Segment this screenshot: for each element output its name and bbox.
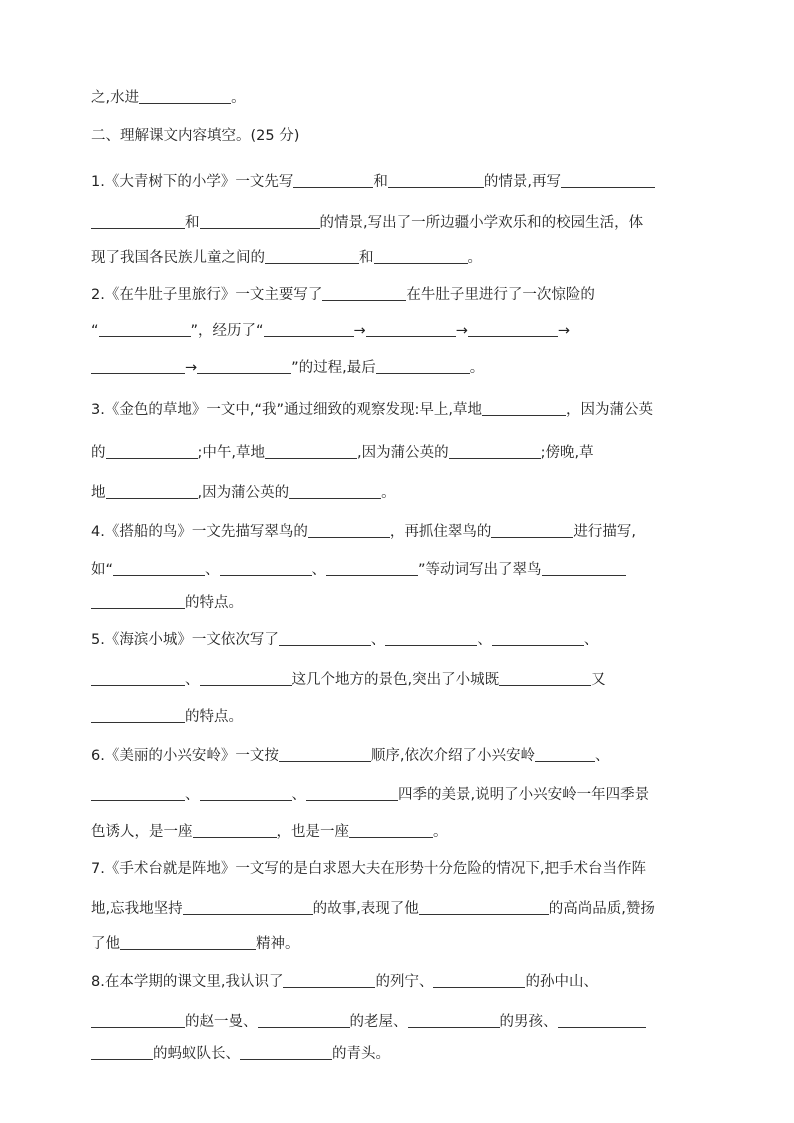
answer-blank[interactable] xyxy=(91,786,185,801)
answer-blank[interactable] xyxy=(492,631,584,646)
text: → xyxy=(557,323,571,339)
answer-blank[interactable] xyxy=(240,1045,332,1060)
answer-blank[interactable] xyxy=(561,173,655,188)
answer-blank[interactable] xyxy=(183,900,313,915)
answer-blank[interactable] xyxy=(408,1013,500,1028)
answer-blank[interactable] xyxy=(197,359,291,374)
answer-blank[interactable] xyxy=(258,1013,350,1028)
text: 、 xyxy=(477,632,492,648)
text: 的故事,表现了他 xyxy=(312,901,419,917)
answer-blank[interactable] xyxy=(388,173,484,188)
answer-blank[interactable] xyxy=(120,935,256,950)
answer-blank[interactable] xyxy=(265,249,359,264)
answer-blank[interactable] xyxy=(293,173,373,188)
q7-line-b xyxy=(91,899,702,919)
answer-blank[interactable] xyxy=(542,561,626,576)
line-1 xyxy=(91,88,702,108)
answer-blank[interactable] xyxy=(306,786,398,801)
q2-line-c xyxy=(91,358,702,378)
answer-blank[interactable] xyxy=(91,1045,153,1060)
q1-line-a xyxy=(91,172,702,192)
text: 的老屋、 xyxy=(349,1014,408,1030)
text: ;傍晚,草 xyxy=(540,445,594,461)
text: 四季的美景,说明了小兴安岭一年四季景 xyxy=(398,787,650,803)
q1-line-c xyxy=(91,248,702,268)
text: 地,忘我地坚持 xyxy=(91,901,183,917)
text: 之,水进 xyxy=(91,90,140,106)
answer-blank[interactable] xyxy=(91,359,185,374)
text: 。 xyxy=(231,90,246,106)
answer-blank[interactable] xyxy=(322,286,406,301)
answer-blank[interactable] xyxy=(433,973,525,988)
answer-blank[interactable] xyxy=(449,444,541,459)
answer-blank[interactable] xyxy=(283,973,375,988)
answer-blank[interactable] xyxy=(535,747,595,762)
text: ,因为蒲公英的 xyxy=(357,445,449,461)
q8-line-a xyxy=(91,972,702,992)
text: 、 xyxy=(185,787,200,803)
text: 。 xyxy=(381,485,396,501)
answer-blank[interactable] xyxy=(264,322,354,337)
text: 精神。 xyxy=(256,936,300,952)
text: 现了我国各民族儿童之间的 xyxy=(91,250,265,266)
text: 。 xyxy=(433,824,448,840)
q7-line-a xyxy=(91,859,702,879)
answer-blank[interactable] xyxy=(200,671,292,686)
q4-line-b xyxy=(91,560,702,580)
text: → xyxy=(455,323,468,339)
answer-blank[interactable] xyxy=(91,671,185,686)
answer-blank[interactable] xyxy=(99,322,191,337)
text: 的孙中山、 xyxy=(525,974,598,990)
answer-blank[interactable] xyxy=(106,484,198,499)
q3-line-b xyxy=(91,443,702,463)
text: 的情景,写出了一所边疆小学欢乐和的校园生活，体 xyxy=(319,215,644,231)
text: 2.《在牛肚子里旅行》一文主要写了 xyxy=(91,287,323,303)
answer-blank[interactable] xyxy=(482,401,566,416)
answer-blank[interactable] xyxy=(91,594,185,609)
text: ,因为蒲公英的 xyxy=(197,485,290,501)
answer-blank[interactable] xyxy=(91,708,185,723)
text: 7.《手术台就是阵地》一文写的是白求恩大夫在形势十分危险的情况下,把手术台当作阵 xyxy=(91,861,646,877)
answer-blank[interactable] xyxy=(220,561,312,576)
answer-blank[interactable] xyxy=(279,747,371,762)
answer-blank[interactable] xyxy=(308,523,390,538)
answer-blank[interactable] xyxy=(193,823,277,838)
text: 的特点。 xyxy=(185,595,243,611)
answer-blank[interactable] xyxy=(200,786,292,801)
q5-line-a xyxy=(91,630,702,650)
text: 和 xyxy=(359,250,374,266)
text: 这几个地方的景色,突出了小城既 xyxy=(291,672,500,688)
text: ”等动词写出了翠鸟 xyxy=(418,562,542,578)
text: 1.《大青树下的小学》一文先写 xyxy=(91,174,294,190)
text: ，再抓住翠鸟的 xyxy=(389,524,492,540)
text: 的赵一曼、 xyxy=(185,1014,258,1030)
answer-blank[interactable] xyxy=(279,631,371,646)
q7-line-c xyxy=(91,934,702,954)
answer-blank[interactable] xyxy=(419,900,549,915)
text: 顺序,依次介绍了小兴安岭 xyxy=(370,748,535,764)
section-title: 二、理解课文内容填空。(25 分) xyxy=(91,128,300,144)
answer-blank[interactable] xyxy=(106,444,198,459)
q4-line-a xyxy=(91,522,702,542)
text: 又 xyxy=(591,672,606,688)
answer-blank[interactable] xyxy=(374,249,468,264)
q2-line-a xyxy=(91,285,702,305)
answer-blank[interactable] xyxy=(366,322,456,337)
answer-blank[interactable] xyxy=(385,631,477,646)
text: 的高尚品质,赞扬 xyxy=(548,901,655,917)
answer-blank[interactable] xyxy=(265,444,357,459)
text: “ xyxy=(91,323,99,339)
text: 进行描写, xyxy=(573,524,636,540)
text: 了他 xyxy=(91,936,120,952)
text: 和 xyxy=(185,215,200,231)
text: 3.《金色的草地》一文中,“我”通过细致的观察发现:早上,草地 xyxy=(91,402,482,418)
text: 的蚂蚁队长、 xyxy=(153,1046,240,1062)
text: ，因为蒲公英 xyxy=(565,402,653,418)
text: 的特点。 xyxy=(185,709,243,725)
text: 的青头。 xyxy=(332,1046,390,1062)
q3-line-a xyxy=(91,400,702,420)
answer-blank[interactable] xyxy=(289,484,381,499)
answer-blank[interactable] xyxy=(113,561,205,576)
text: ”，经历了“ xyxy=(190,323,264,339)
text: 、 xyxy=(205,562,220,578)
answer-blank[interactable] xyxy=(349,823,433,838)
text: 。 xyxy=(469,360,485,376)
text: 、 xyxy=(185,672,200,688)
q8-line-c xyxy=(91,1044,702,1064)
answer-blank[interactable] xyxy=(491,523,573,538)
answer-blank[interactable] xyxy=(139,89,231,104)
text: 8.在本学期的课文里,我认识了 xyxy=(91,974,284,990)
q3-line-c xyxy=(91,483,702,503)
answer-blank[interactable] xyxy=(376,359,470,374)
q1-line-b xyxy=(91,213,702,233)
q5-line-c xyxy=(91,707,702,727)
text: ，也是一座 xyxy=(276,824,349,840)
answer-blank[interactable] xyxy=(200,214,320,229)
text: → xyxy=(185,360,198,376)
text: 4.《搭船的鸟》一文先描写翠鸟的 xyxy=(91,524,308,540)
q6-line-a xyxy=(91,746,702,766)
text: 和 xyxy=(373,174,388,190)
text: 色诱人，是一座 xyxy=(91,824,193,840)
text: 的 xyxy=(91,445,106,461)
text: → xyxy=(353,323,366,339)
text: 、 xyxy=(291,787,306,803)
text: 5.《海滨小城》一文依次写了 xyxy=(91,632,279,648)
q8-line-b xyxy=(91,1012,702,1032)
text: 如“ xyxy=(91,562,114,578)
answer-blank[interactable] xyxy=(558,1013,646,1028)
text: 的男孩、 xyxy=(499,1014,558,1030)
section-two-heading xyxy=(91,126,702,146)
text: 。 xyxy=(467,250,482,266)
text: 地 xyxy=(91,485,106,501)
text: ”的过程,最后 xyxy=(291,360,376,376)
q2-line-b xyxy=(91,321,702,341)
q4-line-c xyxy=(91,593,702,613)
text: 的情景,再写 xyxy=(483,174,561,190)
text: 6.《美丽的小兴安岭》一文按 xyxy=(91,748,279,764)
answer-blank[interactable] xyxy=(91,214,185,229)
text: 的列宁、 xyxy=(375,974,434,990)
answer-blank[interactable] xyxy=(91,1013,185,1028)
text: 、 xyxy=(583,632,599,648)
text: 、 xyxy=(594,748,610,764)
text: 、 xyxy=(370,632,386,648)
q5-line-b xyxy=(91,670,702,690)
text: 在牛肚子里进行了一次惊险的 xyxy=(406,287,595,303)
answer-blank[interactable] xyxy=(468,322,558,337)
text: ;中午,草地 xyxy=(197,445,265,461)
q6-line-b xyxy=(91,785,702,805)
q6-line-c xyxy=(91,822,702,842)
answer-blank[interactable] xyxy=(499,671,591,686)
answer-blank[interactable] xyxy=(326,561,418,576)
text: 、 xyxy=(311,562,327,578)
